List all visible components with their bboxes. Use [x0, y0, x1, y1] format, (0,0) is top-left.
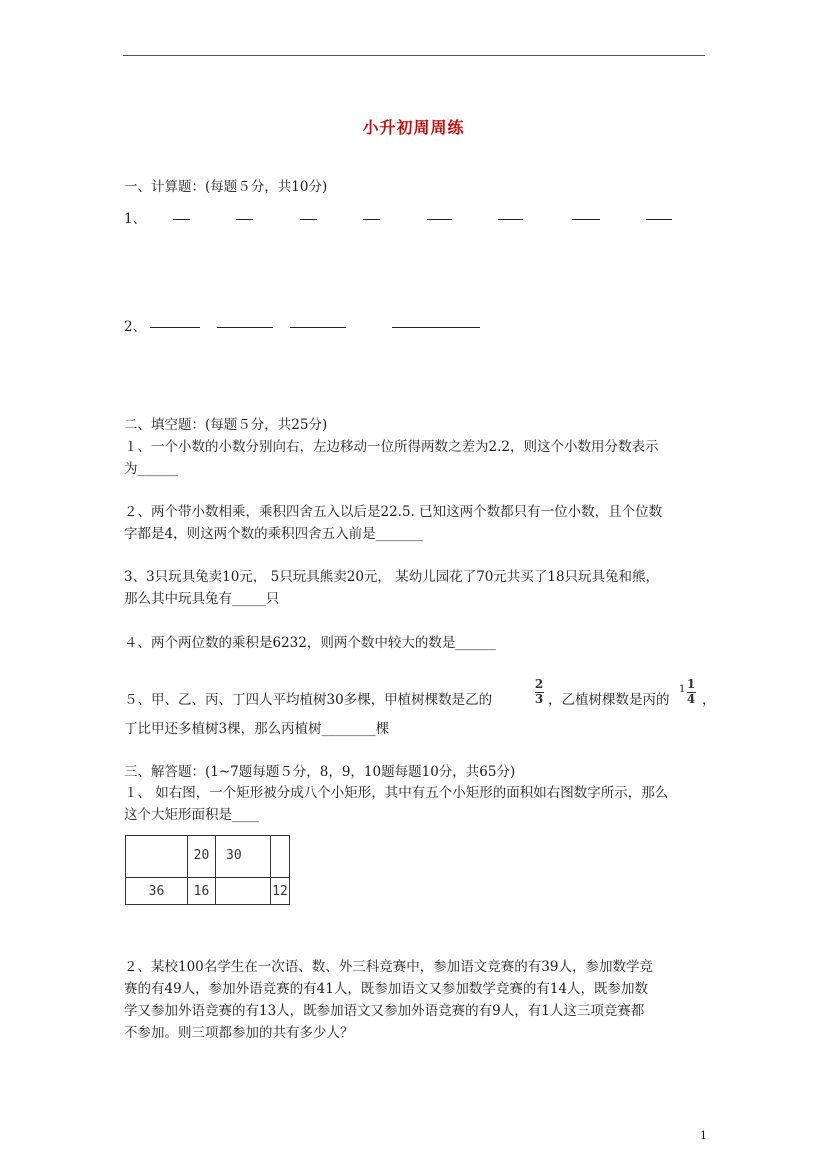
grid-cell	[271, 836, 290, 878]
fill-q5-part1: ５、甲、乙、丙、丁四人平均植树30多棵，甲植树棵数是乙的	[124, 692, 493, 708]
solve-q2-line3: 学又参加外语竞赛的有13人，既参加语文又参加外语竞赛的有9人，有1人这三项竞赛都	[124, 1003, 645, 1019]
answer-blank	[498, 219, 523, 220]
answer-blank	[290, 327, 346, 328]
answer-blank	[427, 219, 452, 220]
grid-cell-value: 16	[188, 878, 216, 905]
answer-blank	[173, 219, 190, 220]
grid-cell	[126, 836, 188, 878]
grid-cell-value: 12	[271, 878, 290, 905]
page-number: 1	[700, 1129, 707, 1142]
answer-blank	[150, 327, 200, 328]
solve-q2-line4: 不参加。则三项都参加的共有多少人？	[124, 1025, 354, 1041]
solve-q1-line1: １、 如右图，一个矩形被分成八个小矩形，其中有五个小矩形的面积如右图数字所示，那么	[124, 785, 669, 801]
fraction-numerator: 2	[534, 677, 544, 691]
fraction-numerator: 1	[686, 677, 696, 691]
solve-q1-line2: 这个大矩形面积是____	[124, 807, 259, 823]
fill-q1-line1: １、一个小数的小数分别向右，左边移动一位所得两数之差为2.2，则这个小数用分数表示	[124, 439, 659, 455]
fill-q5-part2: ，乙植树棵数是丙的	[548, 692, 670, 708]
fraction-denominator: 4	[686, 692, 696, 706]
fill-q2-line1: ２、两个带小数相乘，乘积四舍五入以后是22.5. 已知这两个数都只有一位小数，且个位数	[124, 504, 663, 520]
answer-blank	[300, 219, 317, 220]
fill-q4-line1: ４、两个两位数的乘积是6232，则两个数中较大的数是______	[124, 635, 496, 651]
fill-q1-line2: 为______	[124, 461, 178, 477]
fill-q3-line1: 3、3只玩具兔卖10元， 5只玩具熊卖20元， 某幼儿园花了70元共买了18只玩具兔和熊，	[124, 569, 660, 585]
section3-heading: 三、解答题：(1~7题每题５分，8，9，10题每题10分，共65分)	[124, 764, 516, 780]
solve-q2-line1: ２、某校100名学生在一次语、数、外三科竞赛中，参加语文竞赛的有39人，参加数学竞	[124, 959, 653, 975]
section2-heading: 二、填空题：(每题５分，共25分)	[124, 417, 328, 433]
fill-q3-line2: 那么其中玩具兔有_____只	[124, 591, 280, 607]
answer-blank	[646, 219, 672, 220]
header-rule	[123, 55, 705, 56]
grid-cell-value: 20	[188, 836, 216, 878]
fraction-one-quarter	[685, 679, 697, 705]
page-title: 小升初周周练	[362, 118, 465, 137]
section1-q2-label: 2、	[124, 319, 147, 335]
fraction-two-thirds	[533, 679, 545, 705]
grid-cell	[216, 878, 271, 905]
grid-cell-value: 30	[216, 836, 271, 878]
fill-q5-line2: 丁比甲还多植树3棵，那么丙植树________棵	[124, 721, 390, 737]
answer-blank	[392, 327, 480, 328]
fraction-denominator: 3	[534, 692, 544, 706]
grid-cell-value: 36	[126, 878, 188, 905]
fill-q5-part3: ，	[702, 692, 716, 708]
rectangle-area-diagram	[125, 835, 290, 905]
solve-q2-line2: 赛的有49人，参加外语竞赛的有41人，既参加语文又参加数学竞赛的有14人，既参加数	[124, 981, 649, 997]
mixed-number-whole: 1	[679, 684, 686, 695]
answer-blank	[236, 219, 253, 220]
section1-heading: 一、计算题：(每题５分，共10分)	[124, 179, 328, 195]
fill-q2-line2: 字都是4，则这两个数的乘积四舍五入前是_______	[124, 526, 423, 542]
section1-q1-label: 1、	[124, 211, 147, 227]
answer-blank	[363, 219, 380, 220]
answer-blank	[217, 327, 273, 328]
answer-blank	[572, 219, 600, 220]
